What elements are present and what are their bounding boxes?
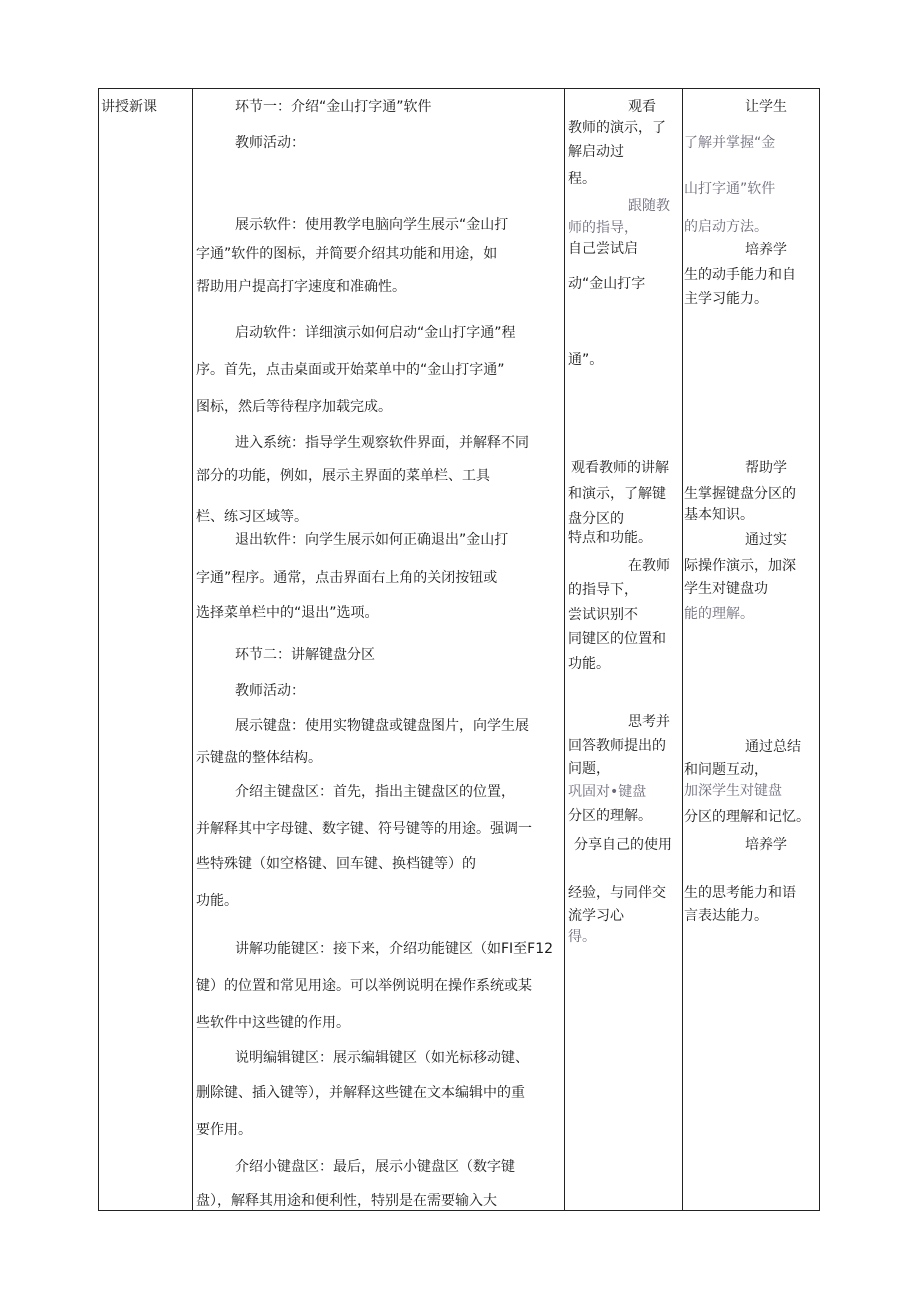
text-line: 让学生 xyxy=(745,99,787,115)
text-line: 学生对键盘功 xyxy=(684,581,768,597)
text-line: 通过实 xyxy=(745,532,787,548)
text-line: 通”。 xyxy=(568,352,604,368)
text-line: 要作用。 xyxy=(196,1122,252,1138)
text-line: 流学习心 xyxy=(568,908,624,924)
teacher-activity-cell xyxy=(193,89,565,1210)
text-line: 主学习能力。 xyxy=(684,291,768,307)
text-line: 跟随教 xyxy=(628,198,670,214)
text-line: 际操作演示，加深 xyxy=(684,558,796,574)
text-line: 教师活动： xyxy=(235,683,305,699)
text-line: 巩固对•键盘 xyxy=(568,784,647,800)
text-line: 环节一：介绍“金山打字通”软件 xyxy=(235,99,432,115)
section-cell xyxy=(99,89,193,1210)
text-line: 栏、练习区域等。 xyxy=(196,509,308,525)
text-line: 程。 xyxy=(568,171,596,187)
text-line: 环节二：讲解键盘分区 xyxy=(235,647,375,663)
text-line: 得。 xyxy=(568,929,596,945)
text-line: 解启动过 xyxy=(568,144,624,160)
text-line: 示键盘的整体结构。 xyxy=(196,750,322,766)
text-line: 自己尝试启 xyxy=(568,241,638,257)
text-line: 的启动方法。 xyxy=(684,219,768,235)
text-line: 在教师 xyxy=(628,558,670,574)
text-line: 展示键盘：使用实物键盘或键盘图片，向学生展 xyxy=(235,718,529,734)
text-line: 培养学 xyxy=(745,242,787,258)
lesson-table xyxy=(98,88,820,1211)
text-line: 盘分区的 xyxy=(568,511,624,527)
text-line: 介绍小键盘区：最后，展示小键盘区（数字键 xyxy=(235,1159,515,1175)
text-line: 思考并 xyxy=(628,714,670,730)
text-line: 生掌握键盘分区的 xyxy=(684,486,796,502)
text-line: 尝试识别不 xyxy=(568,607,638,623)
text-line: 些软件中这些键的作用。 xyxy=(196,1015,350,1031)
text-line: 师的指导， xyxy=(568,220,638,236)
text-line: 进入系统：指导学生观察软件界面，并解释不同 xyxy=(235,435,529,451)
text-line: 特点和功能。 xyxy=(568,530,652,546)
text-line: 些特殊键（如空格键、回车键、换档键等）的 xyxy=(196,856,476,872)
text-line: 介绍主键盘区：首先，指出主键盘区的位置， xyxy=(235,784,515,800)
text-line: 生的动手能力和自 xyxy=(684,267,796,283)
text-line: 的指导下， xyxy=(568,582,638,598)
text-line: 基本知识。 xyxy=(684,507,754,523)
text-line: 了解并掌握“金 xyxy=(684,135,776,151)
text-line: 生的思考能力和语 xyxy=(684,885,796,901)
text-line: 盘），解释其用途和便利性，特别是在需要输入大 xyxy=(196,1193,497,1209)
text-line: 说明编辑键区：展示编辑键区（如光标移动键、 xyxy=(235,1050,529,1066)
text-line: 图标，然后等待程序加载完成。 xyxy=(196,399,392,415)
text-line: 字通”程序。通常，点击界面右上角的关闭按钮或 xyxy=(196,570,498,586)
text-line: 键）的位置和常见用途。可以举例说明在操作系统或某 xyxy=(196,978,532,994)
text-line: 教师活动： xyxy=(235,135,305,151)
text-line: 帮助学 xyxy=(745,460,787,476)
text-line: 经验，与同伴交 xyxy=(568,885,666,901)
text-line: 帮助用户提高打字速度和准确性。 xyxy=(196,279,406,295)
text-line: 观看 xyxy=(628,99,656,115)
text-line: 序。首先，点击桌面或开始菜单中的“金山打字通” xyxy=(196,362,505,378)
student-activity-cell xyxy=(565,89,683,1210)
text-line: 退出软件：向学生展示如何正确退出”金山打 xyxy=(235,532,509,548)
section-label: 讲授新课 xyxy=(101,99,157,115)
text-line: 讲解功能键区：接下来，介绍功能键区（如FI至F12 xyxy=(235,941,554,957)
text-line: 山打字通”软件 xyxy=(684,181,776,197)
text-line: 功能。 xyxy=(196,893,238,909)
text-line: 并解释其中字母键、数字键、符号键等的用途。强调一 xyxy=(196,821,532,837)
text-line: 分区的理解和记忆。 xyxy=(684,809,810,825)
text-line: 观看教师的讲解 xyxy=(571,460,669,476)
text-line: 通过总结 xyxy=(745,739,801,755)
text-line: 加深学生对键盘 xyxy=(684,783,782,799)
text-line: 功能。 xyxy=(568,656,610,672)
clipped-line xyxy=(193,461,563,484)
text-line: 部分的功能，例如，展示主界面的菜单栏、工具 xyxy=(196,468,490,484)
text-line: 培养学 xyxy=(745,837,787,853)
text-line: 问题， xyxy=(568,761,610,777)
text-line: 分享自己的使用 xyxy=(574,837,672,853)
text-line: 回答教师提出的 xyxy=(568,738,666,754)
text-line: 同键区的位置和 xyxy=(568,631,666,647)
text-line: 和演示，了解键 xyxy=(568,486,666,502)
text-line: 和问题互动， xyxy=(684,762,768,778)
text-line: 言表达能力。 xyxy=(684,908,768,924)
text-line: 字通”软件的图标，并简要介绍其功能和用途，如 xyxy=(196,246,498,262)
text-line: 启动软件：详细演示如何启动“金山打字通”程 xyxy=(235,325,516,341)
text-line: 能的理解。 xyxy=(684,606,754,622)
design-intent-cell xyxy=(683,89,819,1210)
text-line: 动“金山打字 xyxy=(568,276,646,292)
text-line: 教师的演示，了 xyxy=(568,120,666,136)
text-line: 分区的理解。 xyxy=(568,808,652,824)
text-line: 选择菜单栏中的“退出”选项。 xyxy=(196,605,379,621)
text-line: 删除键、插入键等），并解释这些键在文本编辑中的重 xyxy=(196,1085,525,1101)
text-line: 展示软件：使用教学电脑向学生展示“金山打 xyxy=(235,217,509,233)
